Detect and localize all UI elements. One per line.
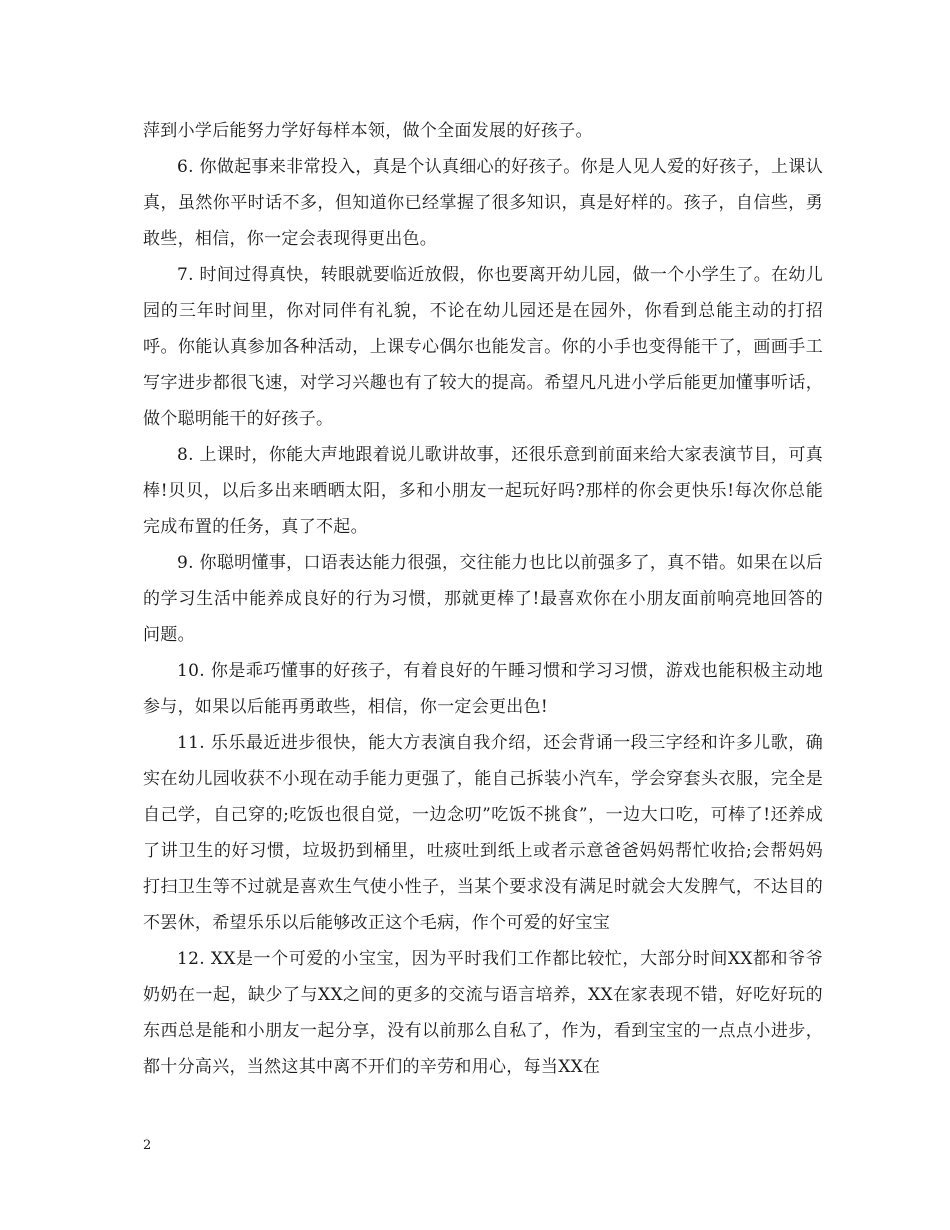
paragraph-continuation: 萍到小学后能努力学好每样本领，做个全面发展的好孩子。 (143, 121, 593, 141)
paragraph-item-10: 10. 你是乖巧懂事的好孩子，有着良好的午睡习惯和学习习惯，游戏也能积极主动地参与，如果以后能再勇敢些，相信，你一定会更出色! (143, 661, 823, 717)
paragraph-item-9: 9. 你聪明懂事，口语表达能力很强，交往能力也比以前强多了，真不错。如果在以后的学习生活中能养成良好的行为习惯，那就更棒了!最喜欢你在小朋友面前响亮地回答的问题。 (143, 553, 823, 645)
document-body (143, 113, 823, 1085)
paragraph-item-6: 6. 你做起事来非常投入，真是个认真细心的好孩子。你是人见人爱的好孩子，上课认真，虽然你平时话不多，但知道你已经掌握了很多知识，真是好样的。孩子，自信些，勇敢些，相信，你一定会表现得更出色。 (143, 157, 823, 249)
paragraph-item-7: 7. 时间过得真快，转眼就要临近放假，你也要离开幼儿园，做一个小学生了。在幼儿园的三年时间里，你对同伴有礼貌，不论在幼儿园还是在园外，你看到总能主动的打招呼。你能认真参加各种活动，上课专心偶尔也能发言。你的小手也变得能干了，画画手工写字进步都很飞速，对学习兴趣也有了较大的提高。希望凡凡进小学后能更加懂事听话，做个聪明能干的好孩子。 (143, 265, 823, 429)
paragraph-item-12: 12. XX是一个可爱的小宝宝，因为平时我们工作都比较忙，大部分时间XX都和爷爷奶奶在一起，缺少了与XX之间的更多的交流与语言培养，XX在家表现不错，好吃好玩的东西总是能和小朋友一起分享，没有以前那么自私了，作为，看到宝宝的一点点小进步，都十分高兴，当然这其中离不开们的辛劳和用心，每当XX在 (143, 949, 823, 1077)
page-number: 2 (143, 1138, 152, 1153)
paragraph-item-11: 11. 乐乐最近进步很快，能大方表演自我介绍，还会背诵一段三字经和许多儿歌，确实在幼儿园收获不小现在动手能力更强了，能自己拆装小汽车，学会穿套头衣服，完全是自己学，自己穿的;吃饭也很自觉，一边念叨”吃饭不挑食”，一边大口吃，可棒了!还养成了讲卫生的好习惯，垃圾扔到桶里，吐痰吐到纸上或者示意爸爸妈妈帮忙收拾;会帮妈妈打扫卫生等不过就是喜欢生气使小性子，当某个要求没有满足时就会大发脾气，不达目的不罢休，希望乐乐以后能够改正这个毛病，作个可爱的好宝宝 (143, 733, 823, 933)
paragraph-item-8: 8. 上课时，你能大声地跟着说儿歌讲故事，还很乐意到前面来给大家表演节目，可真棒!贝贝，以后多出来晒晒太阳，多和小朋友一起玩好吗?那样的你会更快乐!每次你总能完成布置的任务，真了不起。 (143, 445, 823, 537)
